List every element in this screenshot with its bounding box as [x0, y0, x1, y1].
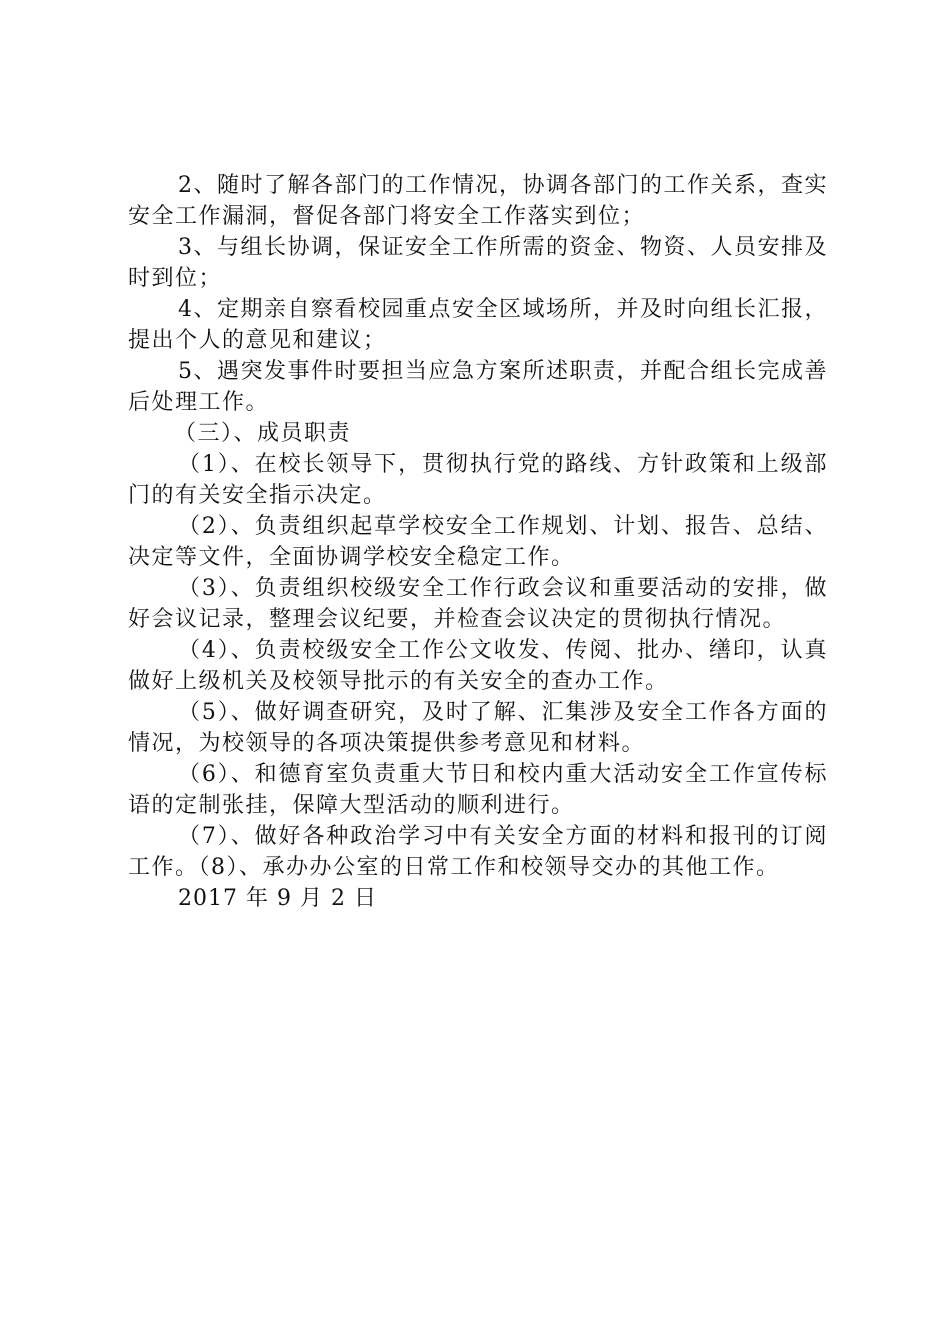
paragraph-duty-4: 4、定期亲自察看校园重点安全区域场所，并及时向组长汇报，提出个人的意见和建议；: [128, 297, 828, 353]
paragraph-member-3: （3）、负责组织校级安全工作行政会议和重要活动的安排，做好会议记录，整理会议纪要，并检查会议决定的贯彻执行情况。: [128, 576, 828, 632]
paragraph-member-6: （6）、和德育室负责重大节日和校内重大活动安全工作宣传标语的定制张挂，保障大型活动的顺利进行。: [128, 762, 828, 818]
document-date: 2017 年 9 月 2 日: [178, 886, 377, 911]
paragraph-member-4: （4）、负责校级安全工作公文收发、传阅、批办、缮印，认真做好上级机关及校领导批示的有关安全的查办工作。: [128, 638, 828, 694]
paragraph-duty-2: 2、随时了解各部门的工作情况，协调各部门的工作关系，查实安全工作漏洞，督促各部门将安全工作落实到位；: [128, 173, 828, 229]
paragraph-member-7-8: （7）、做好各种政治学习中有关安全方面的材料和报刊的订阅工作。（8）、承办办公室的日常工作和校领导交办的其他工作。: [128, 824, 828, 880]
section-heading-member-duties: （三）、成员职责: [174, 421, 352, 446]
paragraph-duty-5: 5、遇突发事件时要担当应急方案所述职责，并配合组长完成善后处理工作。: [128, 359, 828, 415]
paragraph-member-5: （5）、做好调查研究，及时了解、汇集涉及安全工作各方面的情况，为校领导的各项决策提供参考意见和材料。: [128, 700, 828, 756]
paragraph-member-1: （1）、在校长领导下，贯彻执行党的路线、方针政策和上级部门的有关安全指示决定。: [128, 452, 828, 508]
paragraph-member-2: （2）、负责组织起草学校安全工作规划、计划、报告、总结、决定等文件，全面协调学校安全稳定工作。: [128, 514, 828, 570]
paragraph-duty-3: 3、与组长协调，保证安全工作所需的资金、物资、人员安排及时到位；: [128, 235, 828, 291]
document-body: [128, 170, 828, 914]
